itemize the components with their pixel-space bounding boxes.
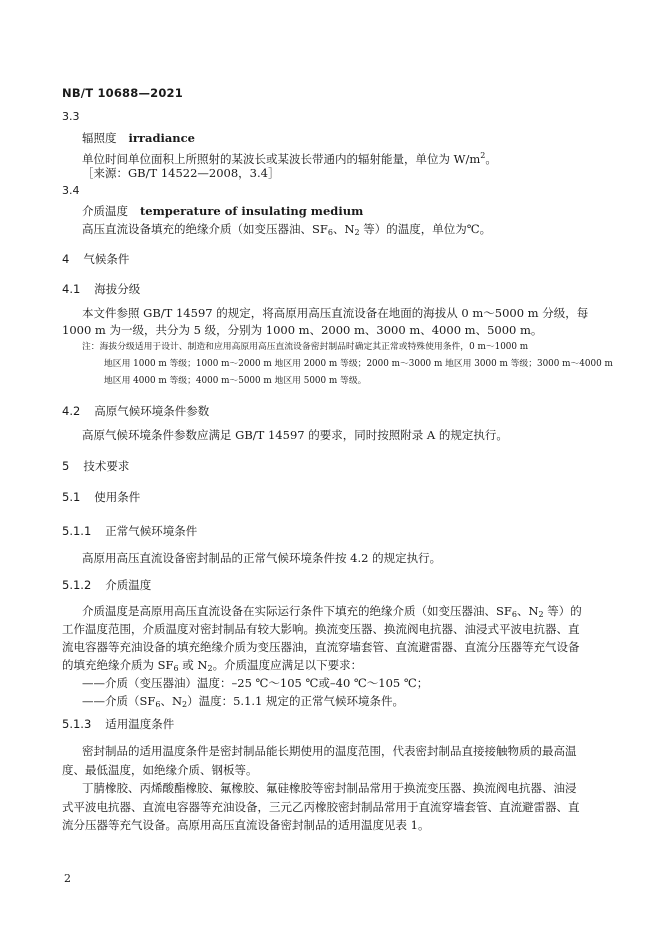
section-number: 4 [62, 252, 70, 266]
doc-header-id: NB/T 10688—2021 [62, 86, 183, 100]
section-number: 4.2 [62, 404, 81, 418]
subscript: 6 [511, 610, 517, 619]
section-heading [62, 578, 151, 592]
section-heading [62, 252, 129, 266]
section-title: 介质温度 [105, 578, 152, 592]
section-title: 使用条件 [94, 490, 141, 504]
section-number: 5.1 [62, 490, 81, 504]
definition-text: 单位时间单位面积上所照射的某波长或某波长带通内的辐射能量，单位为 W/m [82, 152, 481, 166]
definition-text-end: 。 [485, 152, 497, 166]
paragraph-text: 的填充绝缘介质为 SF [62, 658, 174, 672]
list-item: ——介质（变压器油）温度：–25 ℃～105 ℃或–40 ℃～105 ℃； [82, 676, 429, 690]
paragraph-text: 等）的 [543, 604, 582, 618]
paragraph-line: 1000 m 为一级，共分为 5 级，分别为 1000 m、2000 m、3000 m、4000 m、5000 m。 [62, 323, 543, 337]
section-number: 5.1.1 [62, 524, 92, 538]
note-line: 地区用 4000 m 等级；4000 m～5000 m 地区用 5000 m 等级。 [104, 376, 367, 386]
paragraph-line: 高原气候环境条件参数应满足 GB/T 14597 的要求，同时按照附录 A 的规定执行。 [82, 428, 508, 442]
paragraph-line: 度、最低温度，如绝缘介质、钢板等。 [62, 763, 258, 777]
term-english: temperature of insulating medium [140, 204, 364, 218]
section-title: 高原气候环境条件参数 [94, 404, 210, 418]
paragraph-text: 。介质温度应满足以下要求： [212, 658, 363, 672]
subscript: 6 [173, 664, 179, 673]
term-definition [82, 149, 497, 166]
definition-text: 高压直流设备填充的绝缘介质（如变压器油、SF [82, 222, 328, 236]
section-number: 5 [62, 459, 70, 473]
paragraph-line: 高原用高压直流设备密封制品的正常气候环境条件按 4.2 的规定执行。 [82, 551, 442, 565]
paragraph-line: 流电容器等充油设备的填充绝缘介质为变压器油，直流穿墙套管、直流避雷器、直流分压器等充气设备 [62, 640, 580, 654]
paragraph-line [62, 658, 362, 676]
term-entry [82, 131, 195, 145]
list-text: 、N [160, 694, 183, 708]
subscript: 2 [538, 610, 544, 619]
term-chinese: 辐照度 [82, 131, 117, 145]
section-heading [62, 459, 129, 473]
note-label: 注： [82, 342, 100, 352]
section-number: 5.1.3 [62, 717, 92, 731]
term-entry [82, 204, 363, 218]
paragraph-line [82, 604, 582, 622]
section-title: 适用温度条件 [105, 717, 175, 731]
note-text: 海拔分级适用于设计、制造和应用高原用高压直流设备密封制品时确定其正常或特殊使用条件，0 m～1000 m [99, 342, 529, 352]
section-heading [62, 524, 197, 538]
subscript: 6 [327, 228, 333, 237]
section-title: 技术要求 [83, 459, 130, 473]
paragraph-line: 本文件参照 GB/T 14597 的规定，将高原用高压直流设备在地面的海拔从 0 m～5000 m 分级，每 [82, 306, 589, 320]
note-line [82, 341, 528, 353]
note-line: 地区用 1000 m 等级；1000 m～2000 m 地区用 2000 m 等级；2000 m～3000 m 地区用 3000 m 等级；3000 m～4000 m [104, 359, 613, 369]
paragraph-text: 或 N [178, 658, 208, 672]
subscript: 2 [207, 664, 213, 673]
term-definition [82, 222, 491, 240]
paragraph-line: 流分压器等充气设备。高原用高压直流设备密封制品的适用温度见表 1。 [62, 818, 430, 832]
term-source: ［来源：GB/T 14522—2008，3.4］ [82, 166, 280, 180]
paragraph-line: 密封制品的适用温度条件是密封制品能长期使用的温度范围，代表密封制品直接接触物质的最高温 [82, 744, 577, 758]
section-title: 气候条件 [83, 252, 130, 266]
subscript: 6 [155, 700, 161, 709]
section-title: 正常气候环境条件 [105, 524, 198, 538]
section-number: 5.1.2 [62, 578, 92, 592]
definition-text: 、N [332, 222, 355, 236]
list-text: ——介质（SF [82, 694, 156, 708]
clause-number: 3.3 [62, 110, 80, 123]
paragraph-line: 丁腈橡胶、丙烯酸酯橡胶、氟橡胶、氟硅橡胶等密封制品常用于换流变压器、换流阀电抗器、油浸 [82, 781, 577, 795]
term-chinese: 介质温度 [82, 204, 128, 218]
superscript: 2 [480, 151, 486, 160]
subscript: 2 [354, 228, 360, 237]
subscript: 2 [182, 700, 188, 709]
paragraph-line: 工作温度范围，介质温度对密封制品有较大影响。换流变压器、换流阀电抗器、油浸式平波电抗器、直 [62, 622, 580, 636]
paragraph-text: 介质温度是高原用高压直流设备在实际运行条件下填充的绝缘介质（如变压器油、SF [82, 604, 512, 618]
paragraph-text: 、N [516, 604, 539, 618]
section-heading [62, 282, 140, 296]
section-heading [62, 490, 140, 504]
section-heading [62, 404, 209, 418]
page-number: 2 [64, 872, 71, 885]
section-title: 海拔分级 [94, 282, 141, 296]
clause-number: 3.4 [62, 184, 80, 197]
section-number: 4.1 [62, 282, 81, 296]
section-heading [62, 717, 174, 731]
definition-text-end: 等）的温度，单位为℃。 [359, 222, 492, 236]
paragraph-line: 式平波电抗器、直流电容器等充油设备，三元乙丙橡胶密封制品常用于直流穿墙套管、直流避雷器、直 [62, 800, 580, 814]
list-item [82, 694, 404, 712]
list-text: ）温度：5.1.1 规定的正常气候环境条件。 [187, 694, 405, 708]
term-english: irradiance [128, 131, 195, 145]
